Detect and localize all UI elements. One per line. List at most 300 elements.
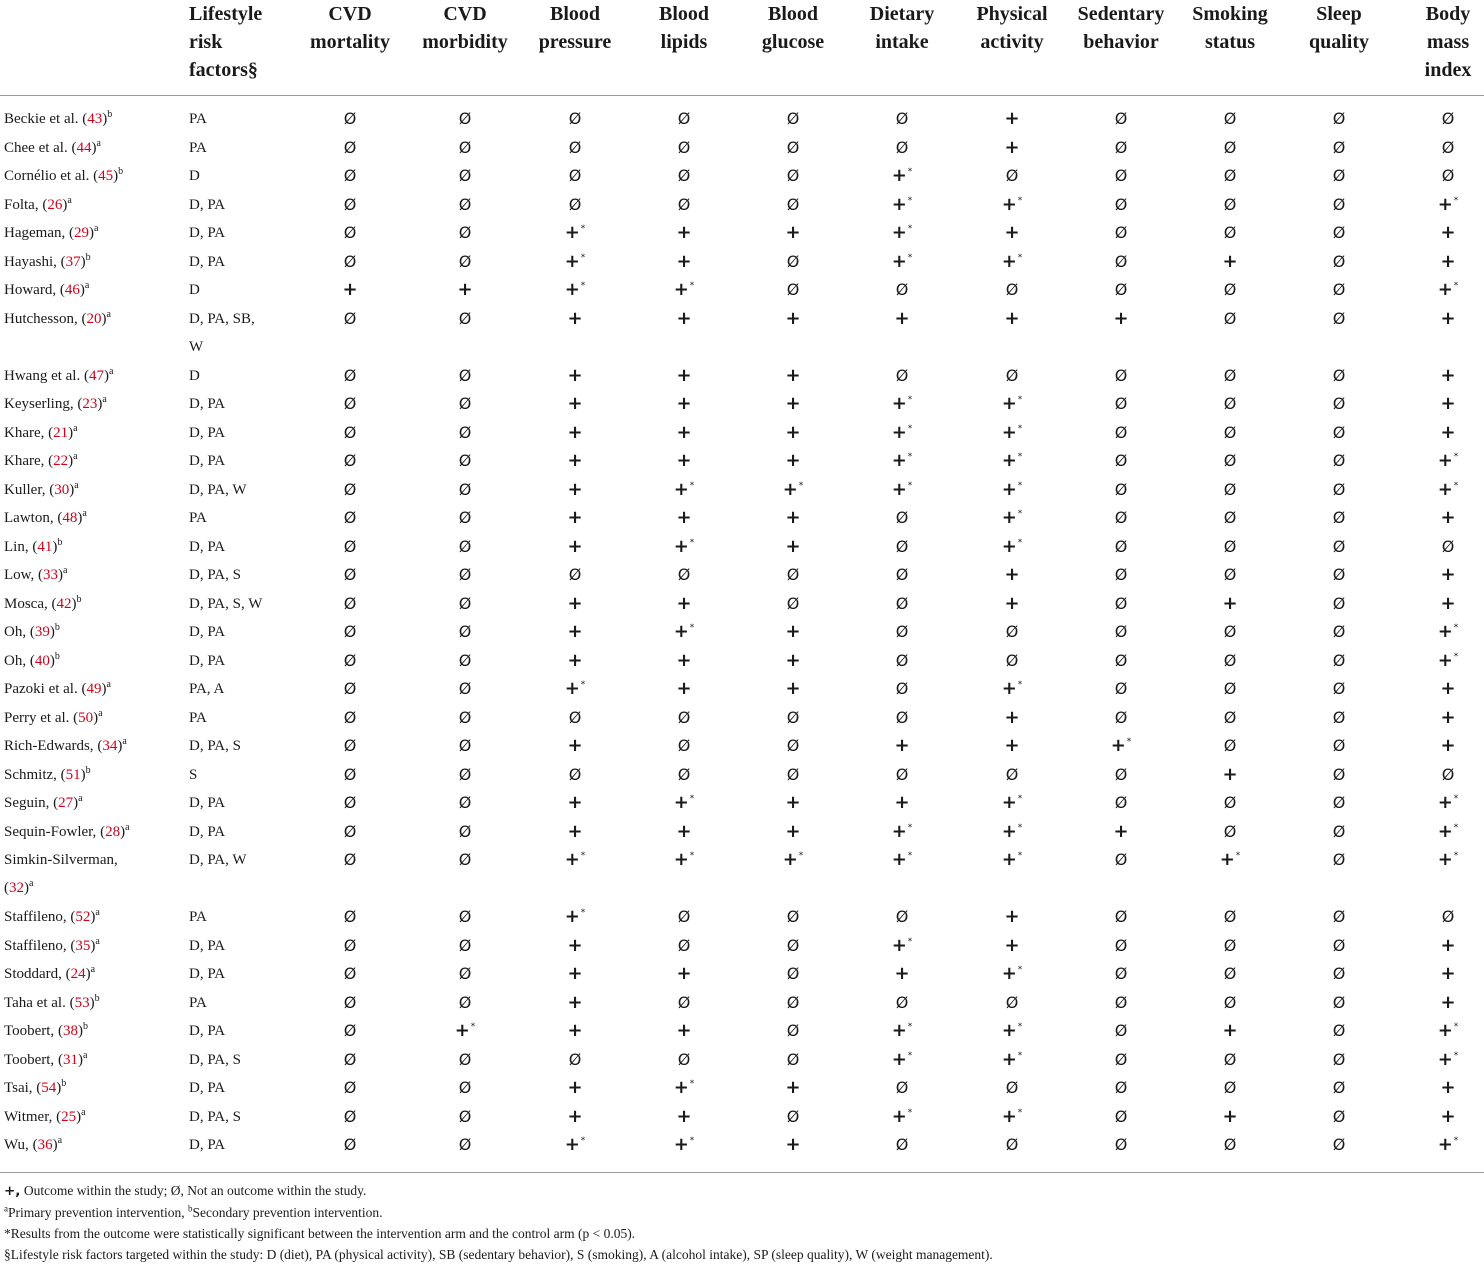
outcome-cell: Ø bbox=[1114, 422, 1128, 442]
outcome-cell: Ø bbox=[1114, 251, 1128, 271]
significance-mark: * bbox=[580, 851, 586, 861]
study-citation: Oh, $(39)^b$ bbox=[4, 622, 60, 640]
significance-mark: * bbox=[1453, 1050, 1459, 1061]
reference-number: 39 bbox=[34, 624, 50, 640]
outcome-cell: + bbox=[567, 820, 583, 842]
study-citation: Tsai, $(54)^b$ bbox=[4, 1078, 67, 1096]
study-name: Stoddard, bbox=[4, 966, 66, 982]
outcome-cell: +* bbox=[564, 678, 586, 699]
significance-mark: * bbox=[689, 1136, 695, 1146]
significance-mark: * bbox=[1017, 851, 1023, 861]
outcome-cell: Ø bbox=[1441, 166, 1455, 185]
outcome-cell: +* bbox=[1437, 1134, 1459, 1155]
outcome-cell: + bbox=[1440, 250, 1456, 272]
risk-factors: D, PA bbox=[189, 1137, 226, 1153]
reference-number: 29 bbox=[73, 225, 89, 241]
prevention-type-mark: b bbox=[82, 1021, 88, 1032]
outcome-cell: Ø bbox=[568, 166, 582, 185]
risk-factors: S bbox=[189, 766, 198, 783]
reference-number: 21 bbox=[53, 424, 69, 441]
outcome-cell: Ø bbox=[786, 194, 800, 214]
study-citation: Hageman, $(29)^a$ bbox=[4, 223, 99, 241]
prevention-type-mark: b bbox=[94, 992, 100, 1004]
outcome-cell: Ø bbox=[343, 850, 357, 869]
outcome-cell: Ø bbox=[1332, 850, 1346, 869]
outcome-cell: Ø bbox=[1114, 764, 1128, 784]
reference-number: 36 bbox=[37, 1137, 53, 1153]
outcome-cell: Ø bbox=[786, 935, 800, 955]
outcome-cell: + bbox=[894, 307, 910, 329]
outcome-cell: +* bbox=[1437, 820, 1459, 842]
outcome-cell: Ø bbox=[786, 593, 800, 613]
outcome-cell: + bbox=[1004, 934, 1020, 956]
outcome-cell: + bbox=[785, 535, 801, 557]
footnote-significance: *Results from the outcome were statistically significant between the intervention arm and the control arm (p < 0.05). bbox=[4, 1226, 636, 1241]
prevention-type-mark: b bbox=[107, 109, 113, 120]
outcome-cell: Ø bbox=[343, 907, 357, 926]
outcome-cell: Ø bbox=[343, 308, 357, 328]
outcome-cell: Ø bbox=[1223, 1049, 1237, 1069]
outcome-cell: + bbox=[785, 421, 801, 443]
outcome-cell: Ø bbox=[1332, 451, 1346, 470]
significance-mark: * bbox=[1453, 794, 1459, 804]
outcome-cell: +* bbox=[1437, 1048, 1459, 1070]
outcome-cell: + bbox=[567, 478, 583, 500]
outcome-cell: Ø bbox=[1441, 109, 1455, 128]
outcome-cell: Ø bbox=[895, 280, 909, 299]
prevention-type-mark: a bbox=[73, 451, 78, 462]
outcome-cell: +* bbox=[891, 250, 913, 272]
significance-mark: * bbox=[689, 623, 695, 633]
outcome-cell: Ø bbox=[458, 565, 472, 584]
outcome-cell: + bbox=[1004, 222, 1020, 243]
study-citation: Cornélio et al. $(45)^b$ bbox=[4, 166, 124, 184]
study-name: Staffileno, bbox=[4, 937, 71, 954]
footnote-legend: +, Outcome within the study; Ø, Not an outcome within the study. bbox=[4, 1183, 367, 1199]
study-citation: Howard, $(46)^a$ bbox=[4, 280, 90, 298]
outcome-cell: Ø bbox=[1114, 451, 1128, 470]
outcome-cell: +* bbox=[891, 1105, 913, 1127]
outcome-cell: Ø bbox=[1005, 365, 1019, 385]
outcome-cell: Ø bbox=[786, 109, 800, 128]
significance-mark: * bbox=[689, 281, 695, 291]
study-citation: Folta, $(26)^a$ bbox=[4, 194, 72, 213]
outcome-cell: + bbox=[894, 963, 910, 984]
risk-factors: D, PA bbox=[189, 453, 226, 469]
study-name: Hutchesson, bbox=[4, 310, 82, 327]
outcome-cell: Ø bbox=[1114, 679, 1128, 698]
outcome-cell: Ø bbox=[1332, 109, 1346, 128]
risk-factors: D, PA, S bbox=[189, 567, 241, 583]
outcome-cell: + bbox=[1004, 735, 1020, 756]
outcome-cell: Ø bbox=[1223, 166, 1237, 185]
outcome-cell: + bbox=[785, 678, 801, 699]
outcome-cell: Ø bbox=[458, 736, 472, 755]
study-citation: Khare, $(22)^a$ bbox=[4, 451, 78, 469]
outcome-cell: Ø bbox=[458, 109, 472, 128]
outcome-cell: Ø bbox=[343, 1078, 357, 1097]
outcome-cell: + bbox=[567, 1077, 583, 1098]
reference-number: 20 bbox=[86, 310, 102, 327]
outcome-cell: Ø bbox=[1332, 1021, 1346, 1040]
outcome-cell: +* bbox=[1001, 1048, 1023, 1070]
outcome-cell: +* bbox=[1437, 1020, 1459, 1041]
outcome-cell: Ø bbox=[343, 1106, 357, 1126]
outcome-cell: + bbox=[676, 507, 692, 528]
outcome-cell: Ø bbox=[677, 166, 691, 185]
outcome-cell: + bbox=[676, 592, 692, 614]
outcome-cell: +* bbox=[1001, 250, 1023, 272]
significance-mark: * bbox=[580, 224, 586, 234]
outcome-cell: Ø bbox=[458, 479, 472, 499]
outcome-cell: Ø bbox=[1223, 223, 1237, 242]
outcome-cell: + bbox=[1440, 1105, 1456, 1127]
study-name: Keyserling, bbox=[4, 396, 78, 412]
outcome-cell: Ø bbox=[458, 1106, 472, 1126]
outcome-cell: Ø bbox=[1332, 565, 1346, 584]
outcome-cell: +* bbox=[454, 1020, 476, 1041]
outcome-cell: +* bbox=[1001, 193, 1023, 215]
risk-factors: PA bbox=[189, 909, 207, 925]
risk-factors: D, PA, S bbox=[189, 738, 241, 754]
significance-mark: * bbox=[907, 252, 913, 263]
prevention-type-mark: b bbox=[76, 593, 82, 605]
prevention-type-mark: a bbox=[96, 137, 101, 149]
outcome-cell: +* bbox=[891, 1020, 913, 1041]
outcome-cell: Ø bbox=[1332, 1106, 1346, 1126]
significance-mark: * bbox=[1017, 423, 1023, 434]
outcome-cell: Ø bbox=[895, 565, 909, 584]
outcome-cell: + bbox=[567, 421, 583, 443]
outcome-cell: + bbox=[1440, 1077, 1456, 1098]
outcome-cell: + bbox=[1440, 963, 1456, 984]
outcome-cell: Ø bbox=[1223, 194, 1237, 214]
outcome-cell: Ø bbox=[1332, 1078, 1346, 1097]
outcome-cell: + bbox=[785, 820, 801, 842]
outcome-cell: + bbox=[457, 279, 473, 300]
outcome-cell: Ø bbox=[1332, 280, 1346, 299]
outcome-cell: Ø bbox=[1005, 622, 1019, 641]
outcome-cell: Ø bbox=[1441, 536, 1455, 556]
outcome-cell: +* bbox=[1437, 450, 1459, 471]
outcome-cell: Ø bbox=[458, 650, 472, 670]
outcome-cell: Ø bbox=[677, 764, 691, 784]
study-citation: Low, $(33)^a$ bbox=[4, 565, 68, 583]
outcome-cell: Ø bbox=[1114, 650, 1128, 670]
outcome-cell: Ø bbox=[895, 137, 909, 157]
study-citation: Rich-Edwards, $(34)^a$ bbox=[4, 736, 127, 754]
outcome-cell: Ø bbox=[1223, 707, 1237, 727]
outcome-cell: Ø bbox=[1223, 650, 1237, 670]
risk-factors: D, PA, W bbox=[189, 481, 247, 498]
significance-mark: * bbox=[907, 1022, 913, 1032]
significance-mark: * bbox=[907, 1107, 913, 1118]
risk-factors: D, PA bbox=[189, 652, 226, 669]
outcome-cell: +* bbox=[891, 820, 913, 842]
reference-number: 50 bbox=[78, 709, 94, 726]
outcome-cell: Ø bbox=[1114, 593, 1128, 613]
prevention-type-mark: a bbox=[73, 422, 78, 434]
outcome-cell: Ø bbox=[343, 793, 357, 812]
outcome-cell: Ø bbox=[458, 1049, 472, 1069]
study-name: Khare, bbox=[4, 424, 49, 441]
significance-mark: * bbox=[580, 680, 586, 690]
outcome-cell: + bbox=[1222, 763, 1238, 785]
study-name: Rich-Edwards, bbox=[4, 738, 98, 754]
study-name: Howard, bbox=[4, 282, 60, 298]
outcome-cell: Ø bbox=[786, 736, 800, 755]
study-citation: Wu, $(36)^a$ bbox=[4, 1135, 63, 1153]
outcome-cell: +* bbox=[1437, 193, 1459, 215]
outcome-cell: Ø bbox=[1114, 935, 1128, 955]
outcome-cell: Ø bbox=[343, 622, 357, 641]
reference-number: 52 bbox=[75, 909, 91, 925]
outcome-cell: +* bbox=[1437, 649, 1459, 671]
outcome-cell: Ø bbox=[1332, 764, 1346, 784]
outcome-cell: +* bbox=[891, 1048, 913, 1070]
reference-number: 43 bbox=[87, 111, 103, 127]
outcome-cell: + bbox=[676, 1105, 692, 1127]
outcome-cell: + bbox=[567, 735, 583, 756]
significance-mark: * bbox=[580, 281, 586, 291]
outcome-cell: Ø bbox=[458, 451, 472, 470]
outcome-cell: + bbox=[785, 792, 801, 813]
outcome-cell: Ø bbox=[677, 565, 691, 584]
outcome-cell: Ø bbox=[1223, 679, 1237, 698]
significance-mark: * bbox=[907, 480, 913, 491]
significance-mark: * bbox=[1453, 1136, 1459, 1146]
outcome-cell: + bbox=[676, 222, 692, 243]
outcome-cell: + bbox=[1004, 564, 1020, 585]
reference-number: 24 bbox=[70, 966, 86, 982]
outcome-cell: Ø bbox=[1332, 679, 1346, 698]
prevention-type-mark: b bbox=[61, 1078, 67, 1089]
study-citation: Oh, $(40)^b$ bbox=[4, 650, 60, 669]
outcome-cell: + bbox=[1004, 592, 1020, 614]
outcome-cell: Ø bbox=[458, 707, 472, 727]
significance-mark: * bbox=[1453, 623, 1459, 633]
study-name: Lawton, bbox=[4, 510, 58, 526]
outcome-cell: Ø bbox=[1332, 166, 1346, 185]
outcome-cell: Ø bbox=[458, 308, 472, 328]
outcome-cell: Ø bbox=[1332, 650, 1346, 670]
outcome-cell: +* bbox=[1001, 393, 1023, 414]
reference-number: 42 bbox=[56, 595, 72, 612]
outcome-cell: Ø bbox=[1223, 308, 1237, 328]
outcome-cell: Ø bbox=[1332, 194, 1346, 214]
outcome-cell: Ø bbox=[343, 992, 357, 1012]
outcome-cell: Ø bbox=[1114, 1106, 1128, 1126]
study-citation: Staffileno, $(52)^a$ bbox=[4, 907, 100, 925]
column-header: Blood lipids bbox=[658, 3, 710, 53]
outcome-cell: +* bbox=[564, 250, 586, 272]
outcome-cell: +* bbox=[1001, 1105, 1023, 1127]
outcome-cell: Ø bbox=[1332, 223, 1346, 242]
outcome-cell: +* bbox=[673, 792, 695, 813]
outcome-cell: Ø bbox=[786, 137, 800, 157]
significance-mark: * bbox=[1017, 1107, 1023, 1118]
study-citation: Pazoki et al. $(49)^a$ bbox=[4, 679, 111, 697]
outcome-cell: Ø bbox=[1114, 536, 1128, 556]
study-citation: Toobert, $(31)^a$ bbox=[4, 1049, 88, 1068]
risk-factors: D, PA bbox=[189, 538, 226, 555]
risk-factors: D, PA, S, W bbox=[189, 595, 263, 612]
outcome-cell: Ø bbox=[1114, 1049, 1128, 1069]
outcome-cell: Ø bbox=[1005, 166, 1019, 185]
outcome-cell: Ø bbox=[1332, 394, 1346, 413]
outcome-cell: Ø bbox=[1332, 1135, 1346, 1154]
study-citation: Hayashi, $(37)^b$ bbox=[4, 251, 91, 270]
reference-number: 30 bbox=[54, 481, 70, 498]
study-name: Hageman, bbox=[4, 225, 69, 241]
outcome-cell: Ø bbox=[1114, 137, 1128, 157]
study-name: Oh, bbox=[4, 624, 30, 640]
outcome-cell: Ø bbox=[677, 109, 691, 128]
outcome-cell: Ø bbox=[458, 964, 472, 983]
outcome-cell: Ø bbox=[343, 223, 357, 242]
reference-number: 27 bbox=[58, 795, 74, 811]
outcome-cell: Ø bbox=[1005, 764, 1019, 784]
prevention-type-mark: a bbox=[102, 394, 107, 405]
outcome-cell: Ø bbox=[1114, 508, 1128, 527]
study-citation: Lin, $(41)^b$ bbox=[4, 536, 63, 555]
risk-factors: D bbox=[189, 168, 200, 184]
study-citation: Sequin-Fowler, $(28)^a$ bbox=[4, 821, 130, 840]
study-citation: Keyserling, $(23)^a$ bbox=[4, 394, 107, 412]
outcome-cell: + bbox=[676, 678, 692, 699]
outcome-cell: +* bbox=[1437, 478, 1459, 500]
outcome-cell: +* bbox=[1437, 849, 1459, 870]
study-citation: Witmer, $(25)^a$ bbox=[4, 1106, 86, 1125]
outcome-cell: +* bbox=[564, 1134, 586, 1155]
outcome-cell: + bbox=[676, 963, 692, 984]
outcome-cell: Ø bbox=[458, 1078, 472, 1097]
study-citation: Perry et al. $(50)^a$ bbox=[4, 707, 103, 726]
prevention-type-mark: a bbox=[63, 565, 68, 576]
risk-factors: PA, A bbox=[189, 681, 225, 697]
outcome-cell: Ø bbox=[343, 679, 357, 698]
outcome-cell: Ø bbox=[1223, 451, 1237, 470]
prevention-type-mark: a bbox=[82, 1049, 88, 1061]
significance-mark: * bbox=[1453, 822, 1459, 833]
outcome-cell: Ø bbox=[895, 650, 909, 670]
risk-factors: PA bbox=[189, 111, 207, 127]
outcome-cell: +* bbox=[1001, 450, 1023, 471]
outcome-cell: Ø bbox=[343, 935, 357, 955]
significance-mark: * bbox=[1017, 252, 1023, 263]
significance-mark: * bbox=[907, 1050, 913, 1061]
outcome-cell: Ø bbox=[458, 251, 472, 271]
outcome-cell: + bbox=[567, 393, 583, 414]
significance-mark: * bbox=[1453, 452, 1459, 462]
outcome-cell: Ø bbox=[1332, 508, 1346, 527]
outcome-cell: Ø bbox=[1114, 964, 1128, 983]
outcome-cell: Ø bbox=[343, 365, 357, 385]
outcome-cell: + bbox=[567, 934, 583, 956]
outcome-cell: Ø bbox=[343, 593, 357, 613]
outcome-cell: + bbox=[567, 649, 583, 671]
outcome-cell: Ø bbox=[895, 764, 909, 784]
outcome-cell: + bbox=[567, 1105, 583, 1127]
outcome-cell: Ø bbox=[458, 536, 472, 556]
significance-mark: * bbox=[1453, 1022, 1459, 1032]
prevention-type-mark: a bbox=[84, 280, 90, 291]
study-name: Staffileno, bbox=[4, 909, 71, 925]
outcome-cell: + bbox=[785, 393, 801, 414]
reference-number: 34 bbox=[102, 738, 118, 754]
outcome-cell: Ø bbox=[568, 707, 582, 727]
outcome-cell: Ø bbox=[458, 850, 472, 869]
outcome-cell: + bbox=[1440, 706, 1456, 728]
reference-number: 45 bbox=[98, 168, 114, 184]
outcome-cell: + bbox=[785, 364, 801, 386]
outcome-cell: Ø bbox=[1223, 622, 1237, 641]
reference-number: 51 bbox=[65, 766, 81, 783]
prevention-type-mark: b bbox=[54, 650, 60, 662]
prevention-type-mark: a bbox=[93, 223, 99, 234]
outcome-cell: Ø bbox=[343, 764, 357, 784]
outcome-cell: + bbox=[1440, 678, 1456, 699]
outcome-cell: Ø bbox=[343, 166, 357, 185]
significance-mark: * bbox=[1017, 395, 1023, 405]
footnotes bbox=[4, 1180, 1474, 1265]
outcome-cell: Ø bbox=[343, 821, 357, 841]
outcome-cell: Ø bbox=[568, 1049, 582, 1069]
reference-number: 41 bbox=[37, 538, 53, 555]
outcome-cell: Ø bbox=[677, 194, 691, 214]
outcome-cell: Ø bbox=[1332, 137, 1346, 157]
outcome-cell: Ø bbox=[1114, 622, 1128, 641]
risk-factors: D, PA, SB, W bbox=[189, 310, 255, 355]
outcome-cell: Ø bbox=[343, 394, 357, 413]
significance-mark: * bbox=[798, 851, 804, 861]
outcome-cell: Ø bbox=[895, 508, 909, 527]
column-header: Lifestyle risk factors§ bbox=[189, 3, 263, 81]
outcome-cell: Ø bbox=[1114, 1021, 1128, 1040]
significance-mark: * bbox=[1017, 537, 1023, 548]
outcome-cell: + bbox=[1440, 307, 1456, 329]
outcome-cell: Ø bbox=[1332, 821, 1346, 841]
outcome-cell: Ø bbox=[1114, 907, 1128, 926]
outcome-cell: Ø bbox=[1441, 907, 1455, 926]
outcome-cell: + bbox=[1004, 706, 1020, 728]
risk-factors: D, PA bbox=[189, 196, 226, 213]
study-citation: Chee et al. $(44)^a$ bbox=[4, 137, 101, 156]
study-name: Taha et al. bbox=[4, 994, 70, 1011]
reference-number: 40 bbox=[34, 652, 50, 669]
outcome-cell: Ø bbox=[677, 1049, 691, 1069]
outcome-cell: Ø bbox=[458, 793, 472, 812]
outcome-cell: + bbox=[1004, 307, 1020, 329]
study-citation: Hwang et al. $(47)^a$ bbox=[4, 365, 114, 384]
significance-mark: * bbox=[1017, 509, 1023, 519]
column-header: Physical activity bbox=[976, 3, 1048, 53]
outcome-cell: + bbox=[785, 222, 801, 243]
outcome-cell: Ø bbox=[343, 422, 357, 442]
significance-mark: * bbox=[1453, 851, 1459, 861]
outcome-cell: +* bbox=[673, 849, 695, 870]
significance-mark: * bbox=[689, 480, 695, 491]
outcome-cell: Ø bbox=[786, 280, 800, 299]
significance-mark: * bbox=[580, 1136, 586, 1146]
outcome-cell: + bbox=[785, 621, 801, 642]
prevention-type-mark: b bbox=[85, 764, 91, 776]
outcome-cell: Ø bbox=[1005, 650, 1019, 670]
significance-mark: * bbox=[1017, 480, 1023, 491]
risk-factors: D, PA, S bbox=[189, 1051, 241, 1068]
study-name: Folta, bbox=[4, 196, 43, 213]
outcome-cell: + bbox=[1222, 592, 1238, 614]
